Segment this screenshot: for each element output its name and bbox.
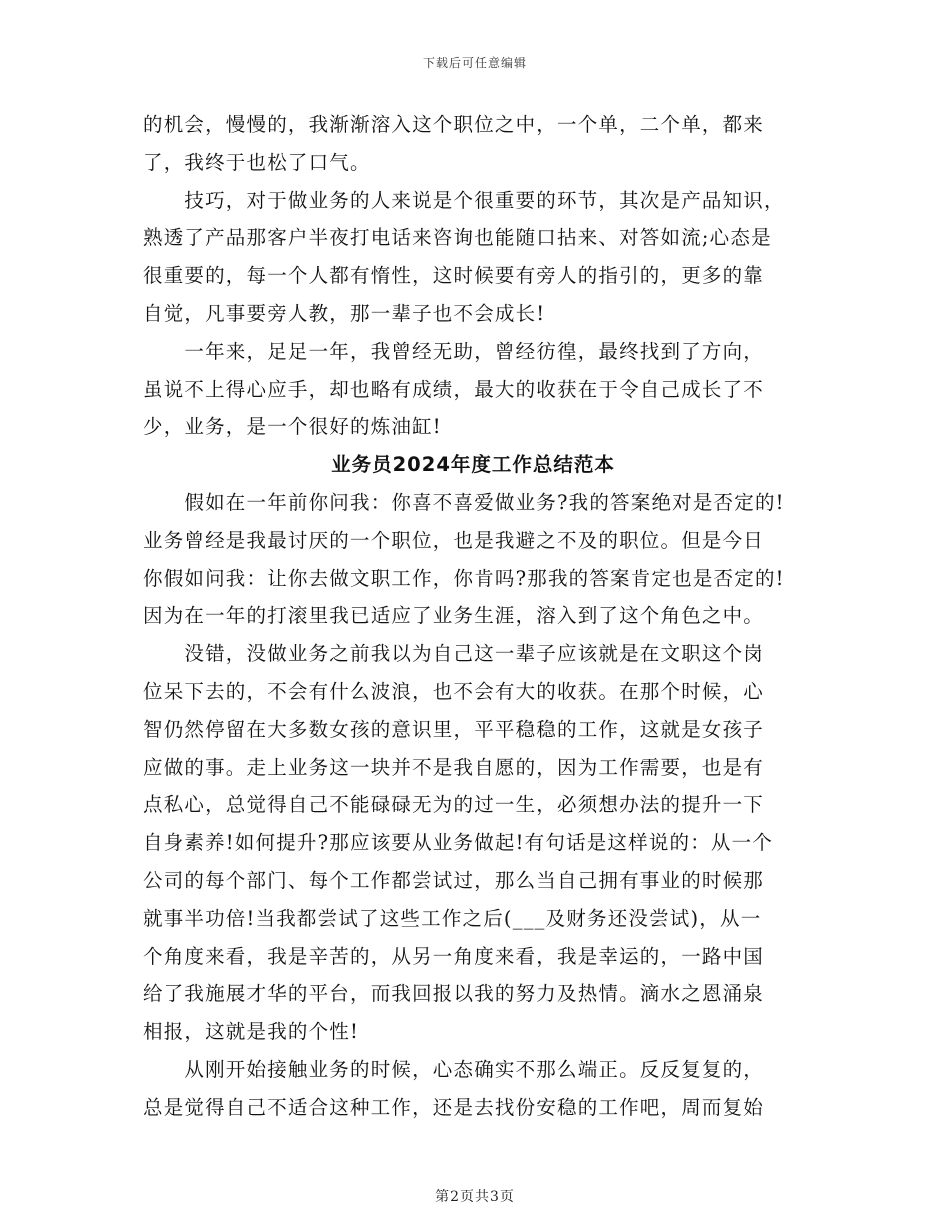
section-title: 业务员2024年度工作总结范本 (331, 453, 615, 477)
text-line: 技巧，对于做业务的人来说是个很重要的环节，其次是产品知识， (143, 188, 785, 212)
text-line: 熟透了产品那客户半夜打电话来咨询也能随口拈来、对答如流;心态是 (143, 226, 772, 250)
page-header: 下载后可任意编辑 (422, 56, 527, 70)
text-line: 从刚开始接触业务的时候，心态确实不那么端正。反反复复的， (143, 1057, 765, 1081)
text-line: 应做的事。走上业务这一块并不是我自愿的，因为工作需要，也是有 (143, 755, 765, 779)
document-body (143, 106, 803, 1127)
text-line: 的机会，慢慢的，我渐渐溶入这个职位之中，一个单，二个单，都来 (143, 113, 765, 136)
text-line: 总是觉得自己不适合这种工作，还是去找份安稳的工作吧，周而复始 (143, 1095, 765, 1119)
text-line: 虽说不上得心应手，却也略有成绩，最大的收获在于令自己成长了不 (143, 377, 765, 401)
text-line: 点私心，总觉得自己不能碌碌无为的过一生，必须想办法的提升一下 (143, 793, 765, 817)
paragraph (143, 106, 803, 182)
text-line: 你假如问我：让你去做文职工作，你肯吗?那我的答案肯定也是否定的! (143, 566, 785, 590)
text-line: 自身素养!如何提升?那应该要从业务做起!有句话是这样说的：从一个 (143, 831, 774, 855)
text-line: 个角度来看，我是辛苦的，从另一角度来看，我是幸运的，一路中国 (143, 944, 765, 968)
text-line: 相报，这就是我的个性! (143, 1020, 360, 1044)
paragraph (143, 333, 803, 446)
text-line: 没错，没做业务之前我以为自己这一辈子应该就是在文职这个岗 (143, 642, 765, 666)
text-line: 很重要的，每一个人都有惰性，这时候要有旁人的指引的，更多的靠 (143, 264, 765, 288)
text-line: 智仍然停留在大多数女孩的意识里，平平稳稳的工作，这就是女孩子 (143, 717, 765, 741)
text-line: 少，业务，是一个很好的炼油缸! (143, 415, 442, 439)
paragraph (143, 1051, 803, 1127)
paragraph (143, 635, 803, 1051)
text-line: 公司的每个部门、每个工作都尝试过，那么当自己拥有事业的时候那 (143, 868, 765, 892)
text-line: 业务曾经是我最讨厌的一个职位，也是我避之不及的职位。但是今日 (143, 528, 765, 552)
text-line: 位呆下去的，不会有什么波浪，也不会有大的收获。在那个时候，心 (143, 679, 765, 703)
text-line: 假如在一年前你问我：你喜不喜爱做业务?我的答案绝对是否定的! (143, 490, 785, 514)
paragraph (143, 484, 803, 635)
text-line: 一年来，足足一年，我曾经无助，曾经彷徨，最终找到了方向， (143, 339, 765, 363)
text-line: 因为在一年的打滚里我已适应了业务生涯，溶入到了这个角色之中。 (143, 604, 765, 628)
text-line: 自觉，凡事要旁人教，那一辈子也不会成长! (143, 301, 546, 325)
text-line: 了，我终于也松了口气。 (143, 150, 371, 174)
text-line: 给了我施展才华的平台，而我回报以我的努力及热情。滴水之恩涌泉 (143, 982, 765, 1006)
paragraph (143, 182, 803, 333)
text-line: 就事半功倍!当我都尝试了这些工作之后(___及财务还没尝试)，从一 (143, 906, 762, 930)
page-number: 第2页共3页 (435, 1189, 515, 1205)
